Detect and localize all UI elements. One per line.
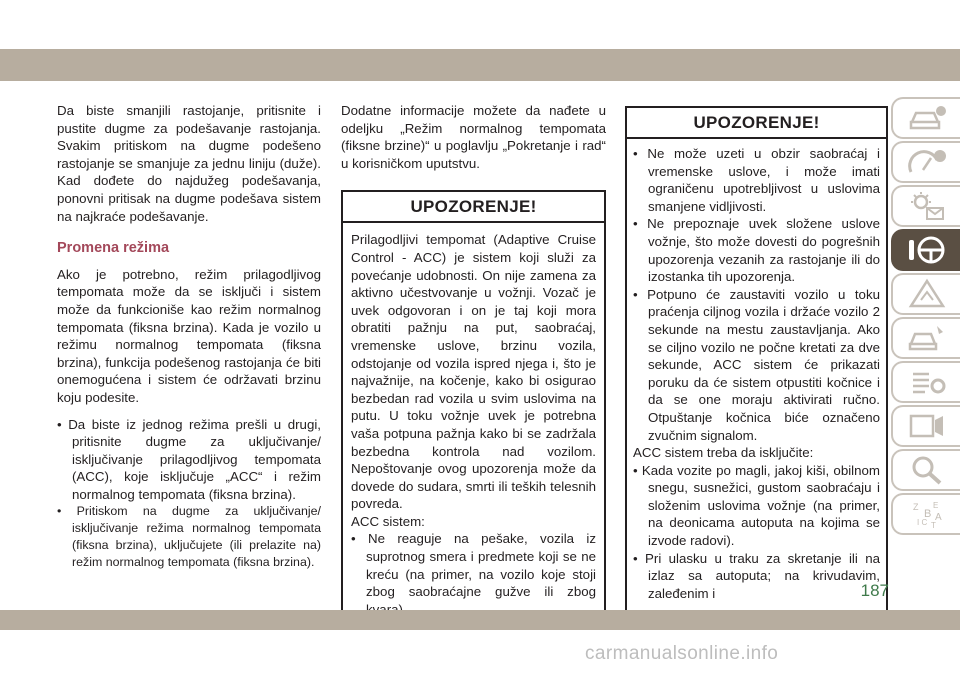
roadside-warning-icon <box>907 278 947 310</box>
warning-title: UPOZORENJE! <box>343 192 604 223</box>
warning-box <box>341 190 606 626</box>
middle-column <box>341 102 606 626</box>
warning-title: UPOZORENJE! <box>627 108 886 139</box>
specifications-icon <box>907 366 947 398</box>
bottom-band <box>0 610 960 630</box>
multimedia-icon <box>907 410 947 442</box>
warning-bullet: • Kada vozite po magli, jakoj kiši, obilnom snegu, susnežici, gustom saobraćaju i složenim uslovima vožnje (na primer, na deonicama autoputa na kojima se izvode radovi). <box>633 462 880 549</box>
chapter-tabs <box>891 97 960 537</box>
top-band <box>0 49 960 81</box>
specifications-tab[interactable] <box>891 361 960 403</box>
bullet-item: • Pritiskom na dugme za uključivanje/ isključivanje režima normalnog tempomata (fiksna brzina), uključujete (ili prelazite na) režim normalnog tempomata (fiksna brzina). <box>57 504 321 570</box>
multimedia-tab[interactable] <box>891 405 960 447</box>
search-tab[interactable] <box>891 449 960 491</box>
warning-body <box>627 139 886 610</box>
steering-wheel-tab[interactable] <box>891 229 960 271</box>
svg-text:T: T <box>930 521 936 530</box>
svg-text:E: E <box>932 501 938 510</box>
car-service-tab[interactable] <box>891 317 960 359</box>
alphabet-index-icon <box>907 498 947 530</box>
mode-paragraph: Ako je potrebno, režim prilagodljivog tempomata može da se isključi i sistem može da funkcioniše kao režim normalnog tempomata (fiksna brzina). Kada je vozilo u režimu normalnog tempomata (fiksna brzina), funkcija podešenog rastojanja će biti onemogućena i sistem će održavati brzinu koju podesite. <box>57 266 321 405</box>
section-heading: Promena režima <box>57 240 170 257</box>
svg-text:I C: I C <box>916 518 927 527</box>
search-icon <box>907 454 947 486</box>
svg-text:A: A <box>934 512 942 523</box>
page-number: 187 <box>860 581 889 600</box>
alphabet-index-tab[interactable] <box>891 493 960 535</box>
car-info-icon <box>907 102 947 134</box>
warning-bullet: • Ne može uzeti u obzir saobraćaj i vremenske uslove, i može imati ograničenu upotrebljivost u uslovima smanjene vidljivosti. <box>633 146 880 214</box>
car-info-tab[interactable] <box>891 97 960 139</box>
steering-wheel-icon <box>907 234 947 266</box>
warning-bullet: • Ne reaguje na pešake, vozila iz suprotnog smera i predmete koji se ne kreću (na primer, na vozilo koje stoji zbog saobraćajne gužve ili zbog <box>351 531 596 600</box>
svg-text:Z: Z <box>912 502 918 512</box>
warning-box <box>625 106 888 612</box>
acc-off-label: ACC sistem treba da isključite: <box>633 445 814 461</box>
svg-text:B: B <box>923 508 931 520</box>
warning-bullet: • Ne prepoznaje uvek složene uslove vožnje, što može dovesti do pogrešnih upozorenja vezanih za rastojanje ili do izostanka tih upozorenja. <box>633 216 880 285</box>
watermark: carmanualsonline.info <box>585 643 779 664</box>
acc-label: ACC sistem: <box>351 513 425 529</box>
warning-bullet: • Pri ulasku u traku za skretanje ili na izlaz sa autoputa; na krivudavim, zaleđenim i <box>633 550 880 601</box>
dashboard-warning-tab[interactable] <box>891 141 960 183</box>
warning-bullet: • Potpuno će zaustaviti vozilo u toku praćenja ciljnog vozila i držaće vozilo 2 sekunde na mestu zaustavljanja. Ako se ciljno vozilo ne počne kretati za dve sekunde, ACC sistem će prikazati poruku da će sistem otpustiti kočnice i da se one moraju aktivirati ručno. Otpuštanje kočnica biće označeno zvučnim signalom. <box>633 286 880 443</box>
warning-body <box>343 223 604 624</box>
right-column <box>625 106 888 612</box>
intro-paragraph: Da biste smanjili rastojanje, pritisnite i pustite dugme za podešavanje rastojanja. Svakim pritiskom na dugme podešeno rastojanje se smanjuje za jednu liniju (duže). Kad dođete do najdužeg podešavanja, ponovni pritisak na dugme podešava sistem na najkraće podešavanje. <box>57 103 321 224</box>
left-column <box>57 102 321 571</box>
roadside-warning-tab[interactable] <box>891 273 960 315</box>
lights-message-tab[interactable] <box>891 185 960 227</box>
dashboard-warning-icon <box>907 146 947 178</box>
car-service-icon <box>907 322 947 354</box>
reference-paragraph: Dodatne informacije možete da nađete u odeljku „Režim normalnog tempomata (fiksne brzine)“ u poglavlju „Pokretanje i rad“ u korisničkom uputstvu. <box>341 103 606 171</box>
bullet-item: • Da biste iz jednog režima prešli u drugi, pritisnite dugme za uključivanje/ isključivanje prilagodljivog tempomata (ACC), koje isključuje „ACC“ i režim normalnog tempomata (fiksna brzina). <box>57 416 321 502</box>
lights-message-icon <box>907 190 947 222</box>
warning-text: Prilagodljivi tempomat (Adaptive Cruise Control - ACC) je sistem koji služi za povećanje udobnosti. On nije zamena za aktivno učestvovanje u vožnji. Vozač je uvek odgovoran i on je taj koji mora obratiti pažnju na put, saobraćaj, vremenske uslove, brzinu vozila, odstojanje od vozila ispred njega i, što je najvažnije, na kočenje, kako bi osigurao bezbedan rad vozila u svim uslovima na putu. U toku vožnje uvek je potrebna vaša potpuna pažnja kako bi se zadržala bezbedna kontrola nad vozilom. Nepoštovanje ovog upozorenja može da dovede do sudara, smrti ili teških telesnih povreda. <box>351 232 596 512</box>
